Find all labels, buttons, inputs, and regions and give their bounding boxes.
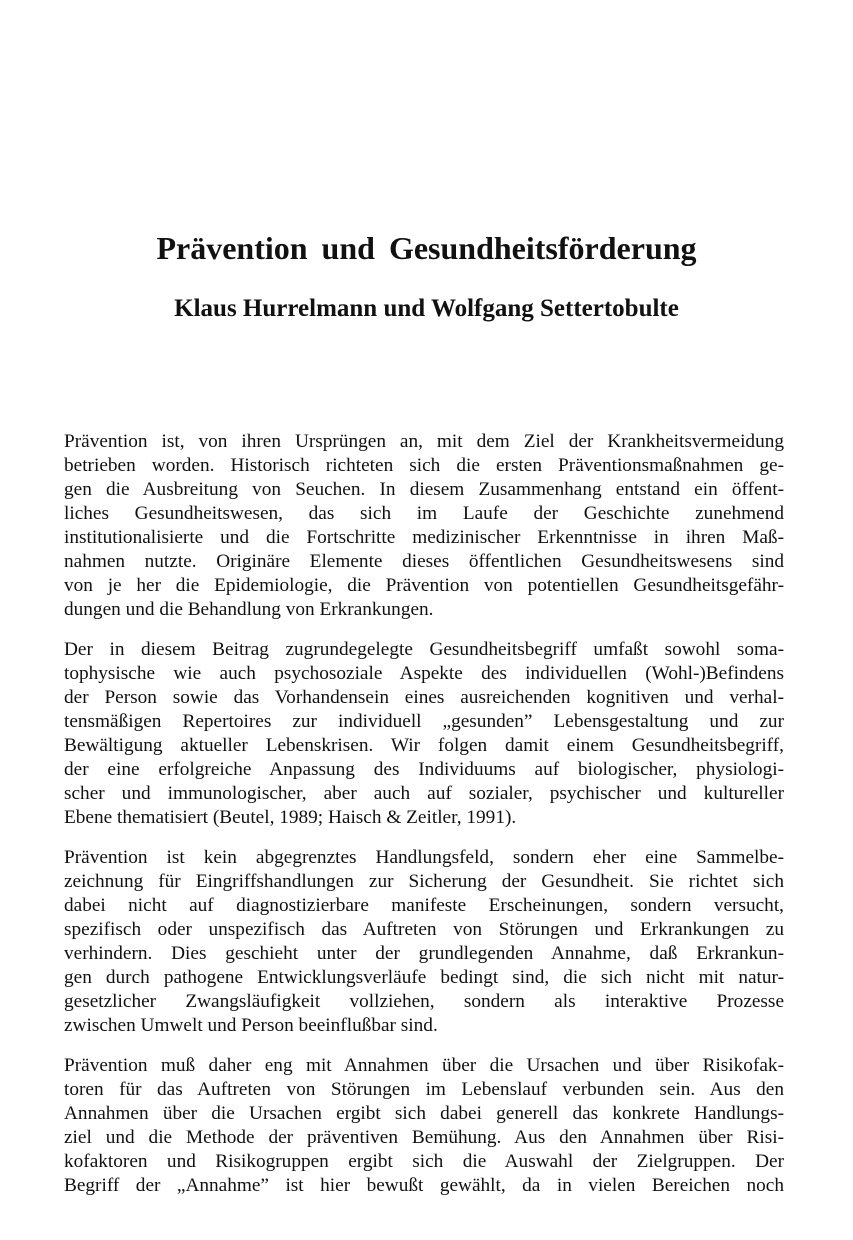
- paragraph: [64, 430, 784, 622]
- text-line: Prävention ist kein abgegrenztes Handlungsfeld, sondern eher eine Sammelbe-: [64, 847, 784, 868]
- text-line: gen durch pathogene Entwicklungsverläufe bedingt sind, die sich nicht mit natur-: [64, 967, 784, 988]
- text-line: nahmen nutzte. Originäre Elemente dieses öffentlichen Gesundheitswesens sind: [64, 551, 784, 572]
- text-line: von je her die Epidemiologie, die Prävention von potentiellen Gesundheitsgefähr-: [64, 575, 784, 596]
- text-line: spezifisch oder unspezifisch das Auftreten von Störungen und Erkrankungen zu: [64, 919, 784, 940]
- text-line: der eine erfolgreiche Anpassung des Individuums auf biologischer, physiologi-: [64, 759, 784, 780]
- body-text: [64, 430, 784, 1214]
- text-line: gesetzlicher Zwangsläufigkeit vollziehen, sondern als interaktive Prozesse: [64, 991, 784, 1012]
- text-line: Begriff der „Annahme” ist hier bewußt gewählt, da in vielen Bereichen noch: [64, 1175, 784, 1196]
- paragraph: [64, 638, 784, 830]
- paragraph: [64, 846, 784, 1038]
- text-line: dabei nicht auf diagnostizierbare manifeste Erscheinungen, sondern versucht,: [64, 895, 784, 916]
- text-line: Annahmen über die Ursachen ergibt sich dabei generell das konkrete Handlungs-: [64, 1103, 784, 1124]
- text-line: Prävention ist, von ihren Ursprüngen an, mit dem Ziel der Krankheitsvermeidung: [64, 431, 784, 452]
- text-line: gen die Ausbreitung von Seuchen. In diesem Zusammenhang entstand ein öffent-: [64, 479, 784, 500]
- text-line: Bewältigung aktueller Lebenskrisen. Wir folgen damit einem Gesundheitsbegriff,: [64, 735, 784, 756]
- text-line: toren für das Auftreten von Störungen im Lebenslauf verbunden sein. Aus den: [64, 1079, 784, 1100]
- text-line: Der in diesem Beitrag zugrundegelegte Gesundheitsbegriff umfaßt sowohl soma-: [64, 639, 784, 660]
- text-line: scher und immunologischer, aber auch auf sozialer, psychischer und kultureller: [64, 783, 784, 804]
- chapter-authors: Klaus Hurrelmann und Wolfgang Settertobulte: [174, 295, 679, 322]
- text-line: dungen und die Behandlung von Erkrankungen.: [64, 599, 434, 620]
- text-line: Prävention muß daher eng mit Annahmen über die Ursachen und über Risikofak-: [64, 1055, 784, 1076]
- text-line: ziel und die Methode der präventiven Bemühung. Aus den Annahmen über Risi-: [64, 1127, 784, 1148]
- text-line: verhindern. Dies geschieht unter der grundlegenden Annahme, daß Erkrankun-: [64, 943, 784, 964]
- chapter-title: Prävention und Gesundheitsförderung: [156, 230, 697, 266]
- text-line: liches Gesundheitswesen, das sich im Laufe der Geschichte zunehmend: [64, 503, 784, 524]
- text-line: kofaktoren und Risikogruppen ergibt sich die Auswahl der Zielgruppen. Der: [64, 1151, 784, 1172]
- text-line: Ebene thematisiert (Beutel, 1989; Haisch & Zeitler, 1991).: [64, 807, 517, 828]
- text-line: institutionalisierte und die Fortschritte medizinischer Erkenntnisse in ihren Maß-: [64, 527, 784, 548]
- text-line: der Person sowie das Vorhandensein eines ausreichenden kognitiven und verhal-: [64, 687, 784, 708]
- text-line: tensmäßigen Repertoires zur individuell „gesunden” Lebensgestaltung und zur: [64, 711, 784, 732]
- text-line: betrieben worden. Historisch richteten sich die ersten Präventionsmaßnahmen ge-: [64, 455, 784, 476]
- text-line: tophysische wie auch psychosoziale Aspekte des individuellen (Wohl-)Befindens: [64, 663, 784, 684]
- text-line: zwischen Umwelt und Person beeinflußbar sind.: [64, 1015, 438, 1036]
- text-line: zeichnung für Eingriffshandlungen zur Sicherung der Gesundheit. Sie richtet sich: [64, 871, 784, 892]
- paragraph: [64, 1054, 784, 1198]
